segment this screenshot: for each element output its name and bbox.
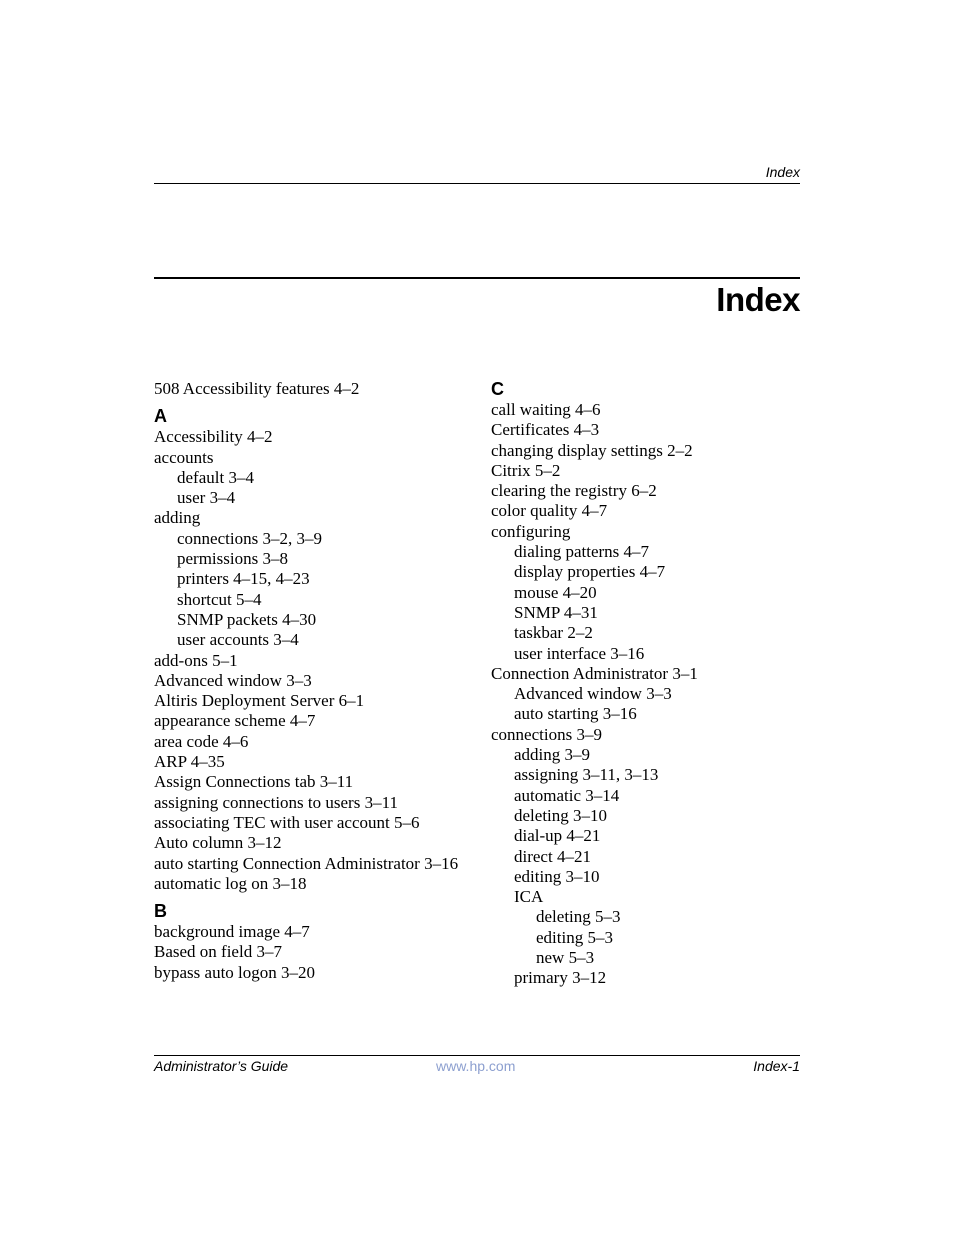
index-entry: area code 4–6 [154,731,249,751]
index-entry: assigning connections to users 3–11 [154,792,398,812]
index-subentry: user 3–4 [177,488,236,508]
index-entry: background image 4–7 [154,922,310,942]
title-rule [154,277,800,279]
index-subentry: Advanced window 3–3 [514,684,672,704]
index-entry: appearance scheme 4–7 [154,711,316,731]
index-subentry: ICA [514,887,544,907]
index-subentry: dialing patterns 4–7 [514,542,650,562]
index-subentry: default 3–4 [177,467,254,487]
index-entry: 508 Accessibility features 4–2 [154,379,360,398]
index-letter-heading: A [154,406,167,427]
index-subentry: user interface 3–16 [514,643,645,663]
index-entry: call waiting 4–6 [491,400,601,419]
index-subentry: direct 4–21 [514,846,591,866]
index-subentry: shortcut 5–4 [177,589,262,609]
index-entry: Accessibility 4–2 [154,427,273,447]
index-subentry: SNMP packets 4–30 [177,609,317,629]
header-rule [154,183,800,184]
index-subentry: deleting 5–3 [536,907,621,927]
index-entry: Based on field 3–7 [154,942,282,962]
index-subentry: display properties 4–7 [514,562,666,582]
index-entry: add-ons 5–1 [154,650,238,670]
index-entry: connections 3–9 [491,724,602,744]
index-entry: automatic log on 3–18 [154,873,307,893]
footer-page-number: Index-1 [753,1058,800,1074]
index-subentry: printers 4–15, 4–23 [177,569,310,589]
index-subentry: auto starting 3–16 [514,704,637,724]
index-subentry: primary 3–12 [514,968,607,988]
index-subentry: taskbar 2–2 [514,623,593,643]
index-entry: Connection Administrator 3–1 [491,663,698,683]
index-subentry: deleting 3–10 [514,805,608,825]
index-subentry: automatic 3–14 [514,785,620,805]
running-head: Index [765,164,800,180]
page-title: Index [716,281,800,318]
index-entry: Altiris Deployment Server 6–1 [154,691,365,711]
index-subentry: SNMP 4–31 [514,602,598,622]
index-column-right [491,379,821,989]
index-subentry: editing 5–3 [536,927,613,947]
index-subentry: connections 3–2, 3–9 [177,528,322,548]
index-subentry: assigning 3–11, 3–13 [514,765,659,785]
index-entry: changing display settings 2–2 [491,440,693,460]
index-entry: associating TEC with user account 5–6 [154,812,420,832]
index-entry: adding [154,508,201,528]
index-entry: auto starting Connection Administrator 3–16 [154,853,459,873]
index-subentry: adding 3–9 [514,745,591,765]
index-entry: Citrix 5–2 [491,460,561,480]
index-entry: Assign Connections tab 3–11 [154,772,354,792]
index-subentry: permissions 3–8 [177,549,288,569]
index-entry: Auto column 3–12 [154,833,282,853]
footer-guide-title: Administrator’s Guide [154,1058,289,1074]
index-entry: accounts [154,447,214,467]
index-subentry: mouse 4–20 [514,582,597,602]
index-subentry: user accounts 3–4 [177,630,299,650]
index-column-left [154,379,484,983]
index-entry: Advanced window 3–3 [154,670,312,690]
footer-rule [154,1055,800,1056]
index-entry: Certificates 4–3 [491,420,600,440]
index-letter-heading: B [154,901,167,922]
index-entry: bypass auto logon 3–20 [154,962,316,982]
index-letter-heading: C [491,379,504,399]
index-subentry: new 5–3 [536,948,595,968]
index-subentry: editing 3–10 [514,866,600,886]
index-subentry: dial-up 4–21 [514,826,601,846]
index-entry: clearing the registry 6–2 [491,481,657,501]
index-entry: color quality 4–7 [491,501,608,521]
footer-website-link[interactable]: www.hp.com [436,1058,516,1074]
index-entry: ARP 4–35 [154,752,225,772]
index-entry: configuring [491,521,571,541]
